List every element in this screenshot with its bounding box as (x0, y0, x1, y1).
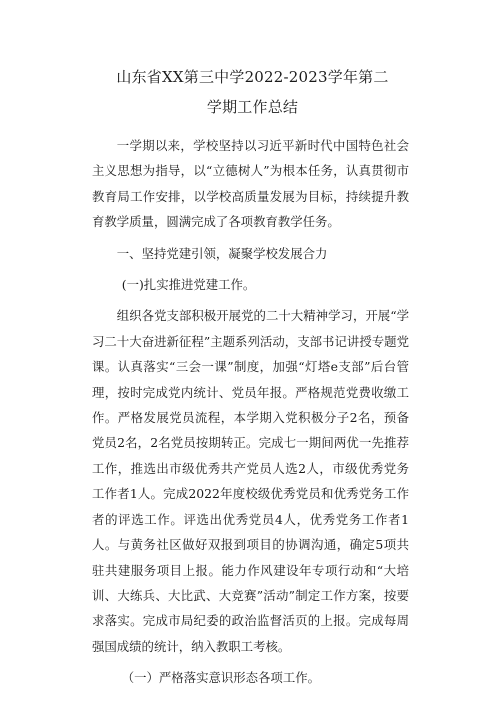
subsection-heading-ideology: （一）严格落实意识形态各项工作。 (121, 670, 320, 686)
document-title: 山东省XX第三中学2022-2023学年第二学期工作总结 (116, 68, 389, 116)
intro-paragraph: 一学期以来，学校坚持以习近平新时代中国特色社会主义思想为指导，以“立德树人”为根本任务，认真贯彻市教育局工作安排，以学校高质量发展为目标，持续提升教育教学质量，圆满完成了各项教育教学任务。 (92, 138, 409, 230)
party-work-paragraph: 组织各党支部积极开展党的二十大精神学习，开展“学习二十大奋进新征程”主题系列活动，支部书记讲授专题党课。认真落实“三会一课”制度，加强“灯塔e支部”后台管理，按时完成党内统计、党员年报。严格规范党费收缴工作。严格发展党员流程，本学期入党积极分子2名，预备党员2名，2名党员按期转正。完成七一期间两优一先推荐工作，推选出市级优秀共产党员人选2人，市级优秀党务工作者1人。完成2022年度校级优秀党员和优秀党务工作者的评选工作。评选出优秀党员4人，优秀党务工作者1人。与黄务社区做好双报到项目的协调沟通，确定5项共驻共建服务项目上报。能力作风建设年专项行动和“大培训、大练兵、大比武、大竞赛”活动”制定工作方案，按要求落实。完成市局纪委的政治监督活页的上报。完成每周强国成绩的统计，纳入教职工考核。 (92, 308, 409, 654)
document-body (92, 133, 409, 697)
section-heading: 一、坚持党建引领，凝聚学校发展合力 (116, 245, 328, 261)
subsection-heading: (一)扎实推进党建工作。 (121, 277, 256, 293)
